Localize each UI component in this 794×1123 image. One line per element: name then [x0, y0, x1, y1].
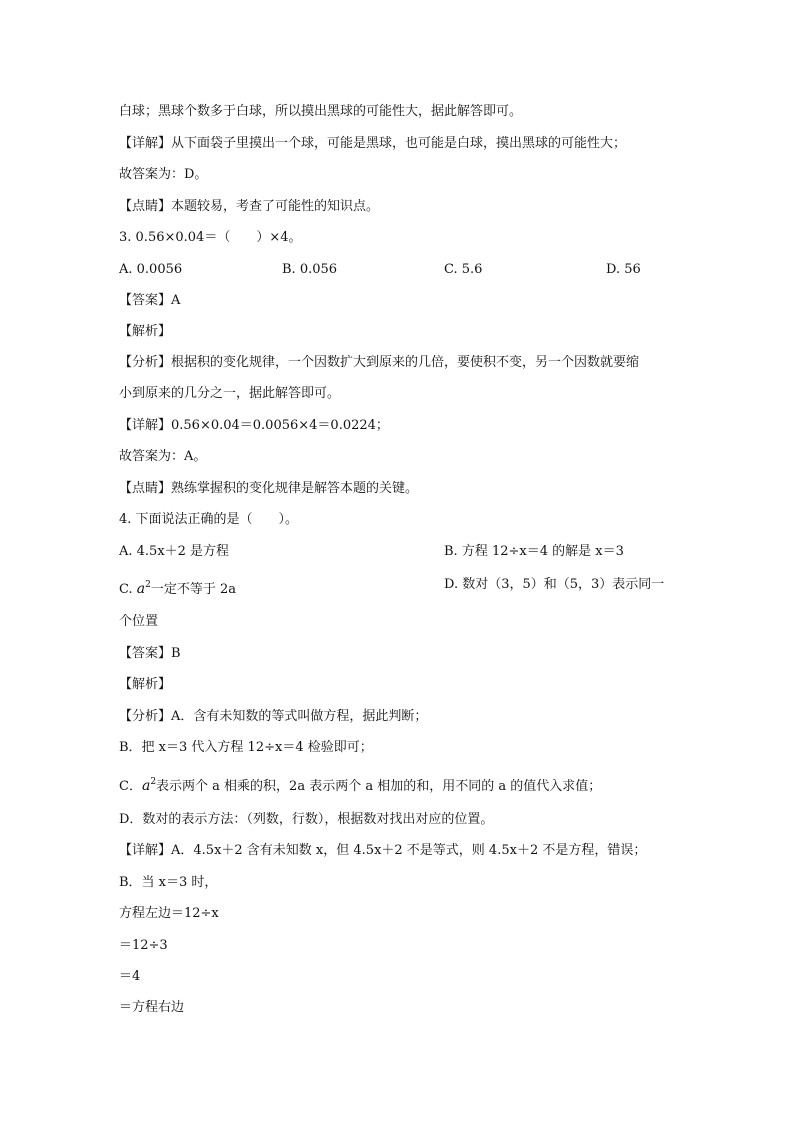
- text-line: 【点睛】熟练掌握积的变化规律是解答本题的关键。: [119, 481, 419, 496]
- text-line: 方程左边＝12÷x: [119, 906, 219, 921]
- text-line: 【分析】根据积的变化规律，一个因数扩大到原来的几倍，要使积不变，另一个因数就要缩: [119, 355, 640, 370]
- text-line: 【点睛】本题较易，考查了可能性的知识点。: [119, 199, 380, 214]
- q3-option-d: D. 56: [606, 262, 641, 277]
- exponent: 2: [150, 777, 157, 787]
- text-line: 白球；黑球个数多于白球，所以摸出黑球的可能性大，据此解答即可。: [119, 104, 523, 119]
- q3-option-c: C. 5.6: [444, 262, 483, 277]
- text-line-c: [119, 773, 601, 796]
- analysis-label: 【解析】: [119, 324, 172, 339]
- var-a: a: [141, 778, 151, 794]
- q3-option-b: B. 0.056: [282, 262, 338, 277]
- text-line: 故答案为：D。: [119, 167, 208, 182]
- text-line: B．把 x＝3 代入方程 12÷x＝4 检验即可；: [119, 740, 373, 755]
- var-a: a: [136, 581, 146, 597]
- answer-label: 【答案】A: [119, 293, 181, 308]
- text-line: 【详解】0.56×0.04＝0.0056×4＝0.0224；: [119, 418, 389, 433]
- q4-option-c: [119, 576, 236, 599]
- text-line: 【分析】A．含有未知数的等式叫做方程，据此判断；: [119, 709, 428, 724]
- q4-option-c-prefix: C.: [119, 582, 137, 597]
- text-line: 故答案为：A。: [119, 449, 207, 464]
- analysis-c-text: 表示两个 a 相乘的积，2a 表示两个 a 相加的和，用不同的 a 的值代入求值；: [156, 779, 602, 794]
- q4-option-b: B. 方程 12÷x＝4 的解是 x＝3: [444, 544, 624, 559]
- analysis-label: 【解析】: [119, 677, 172, 692]
- text-line: 小到原来的几分之一，据此解答即可。: [119, 386, 341, 401]
- exponent: 2: [145, 580, 151, 590]
- answer-label: 【答案】B: [119, 646, 181, 661]
- question-4: 4. 下面说法正确的是（ ）。: [119, 512, 299, 527]
- q4-option-c-text: 一定不等于 2a: [150, 582, 236, 597]
- q4-option-d: D. 数对（3，5）和（5，3）表示同一: [444, 577, 665, 592]
- text-line: 【详解】从下面袋子里摸出一个球，可能是黑球，也可能是白球，摸出黑球的可能性大；: [119, 136, 627, 151]
- text-line: ＝12÷3: [119, 938, 168, 953]
- q4-option-a: A. 4.5x＋2 是方程: [119, 544, 230, 559]
- text-line: B．当 x＝3 时，: [119, 875, 218, 890]
- a-squared: [137, 581, 151, 597]
- question-3: 3. 0.56×0.04＝（ ）×4。: [119, 230, 302, 245]
- text-line: 【详解】A．4.5x＋2 含有未知数 x，但 4.5x＋2 不是等式，则 4.5x＋2 不是方程，错误；: [119, 843, 647, 858]
- q3-option-a: A. 0.0056: [119, 262, 183, 277]
- text-line: ＝4: [119, 969, 141, 984]
- analysis-c-prefix: C．: [119, 779, 142, 794]
- text-line: ＝方程右边: [119, 1000, 185, 1015]
- text-line: D．数对的表示方法：（列数，行数），根据数对找出对应的位置。: [119, 812, 494, 827]
- text-line: 个位置: [119, 614, 159, 629]
- a-squared: [142, 778, 156, 794]
